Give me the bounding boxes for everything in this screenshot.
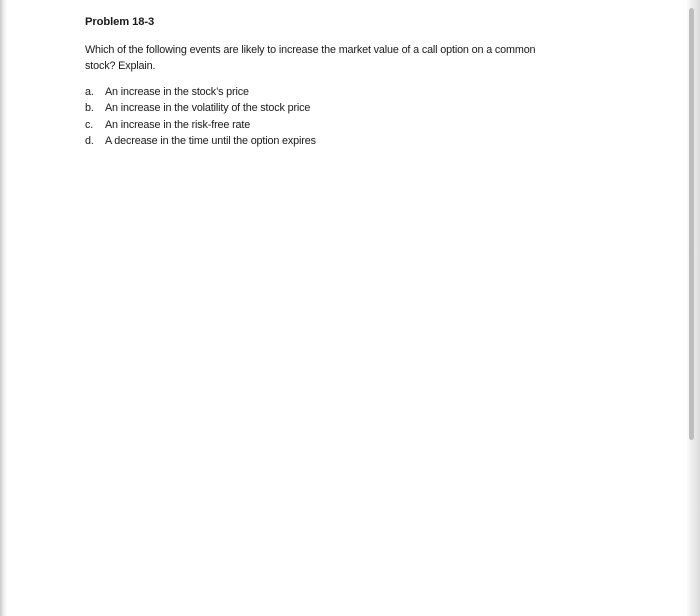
question-line-1: Which of the following events are likely to increase the market value of a call option on a common [85,44,536,56]
page-left-edge [0,0,7,616]
option-letter: b. [85,102,94,115]
option-b [85,100,605,116]
question-text [85,43,605,74]
problem-title: Problem 18-3 [85,16,155,28]
vertical-scrollbar[interactable] [689,8,694,440]
option-text: An increase in the volatility of the stock price [105,102,311,115]
problem-content [85,15,605,150]
option-letter: d. [85,135,94,148]
option-a [85,84,605,100]
option-c [85,117,605,133]
option-letter: c. [85,118,94,131]
option-letter: a. [85,86,94,98]
option-text: A decrease in the time until the option expires [105,135,316,148]
option-d [85,133,605,149]
option-text: An increase in the stock’s price [105,86,249,98]
option-text: An increase in the risk-free rate [105,118,251,131]
question-line-2: stock? Explain. [85,59,156,72]
answer-options [85,84,605,150]
